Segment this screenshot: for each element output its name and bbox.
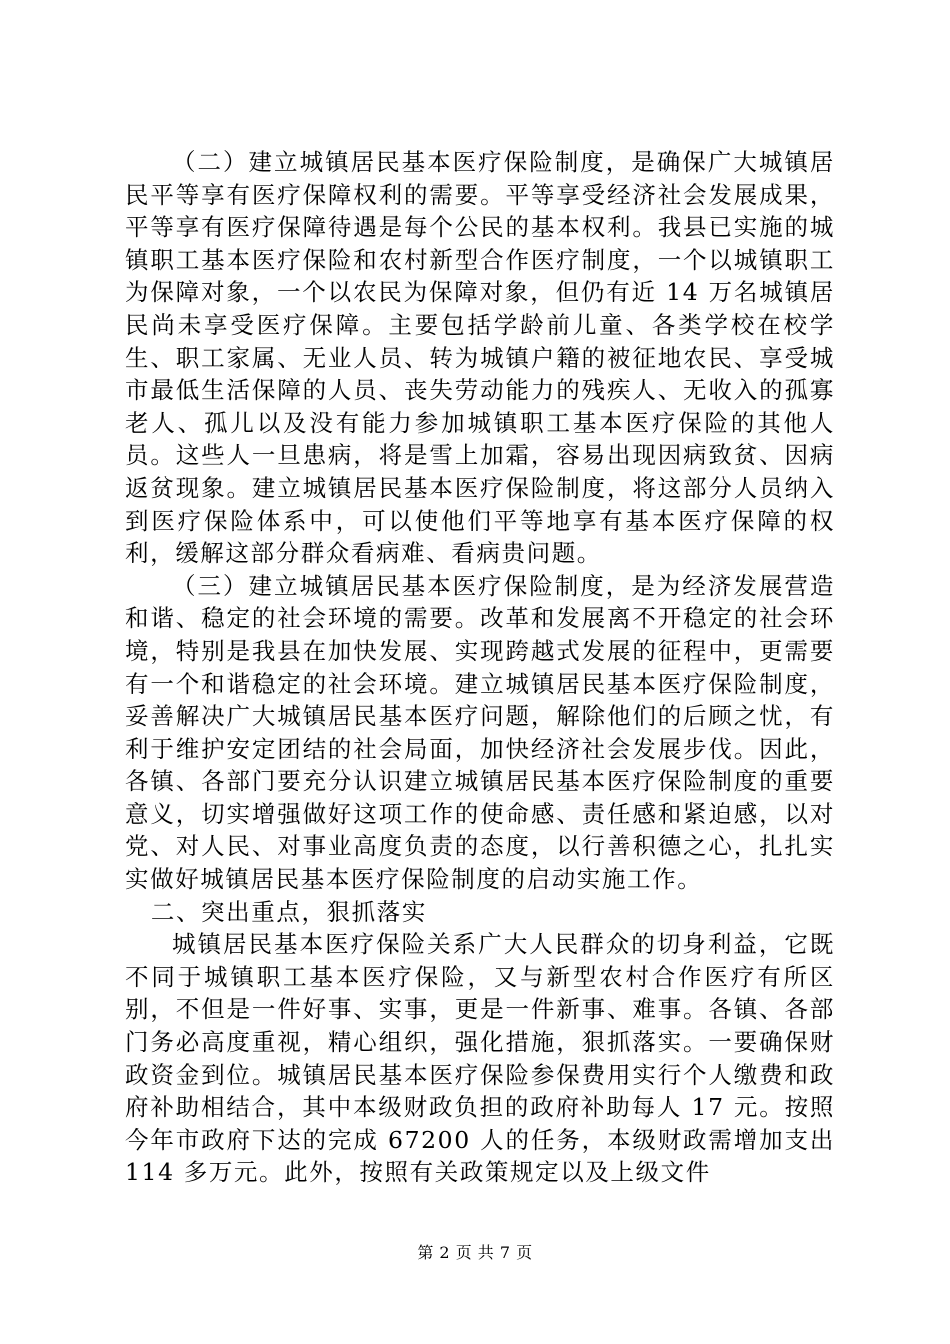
document-body <box>125 146 835 1189</box>
paragraph-three: （三）建立城镇居民基本医疗保险制度，是为经济发展营造和谐、稳定的社会环境的需要。改革和发展离不开稳定的社会环境，特别是我县在加快发展、实现跨越式发展的征程中，更需要有一个和谐稳定的社会环境。建立城镇居民基本医疗保险制度，妥善解决广大城镇居民基本医疗问题，解除他们的后顾之忧，有利于维护安定团结的社会局面，加快经济社会发展步伐。因此，各镇、各部门要充分认识建立城镇居民基本医疗保险制度的重要意义，切实增强做好这项工作的使命感、责任感和紧迫感，以对党、对人民、对事业高度负责的态度，以行善积德之心，扎扎实实做好城镇居民基本医疗保险制度的启动实施工作。 <box>125 571 835 894</box>
section-heading: 二、突出重点，狠抓落实 <box>150 897 427 926</box>
page-footer: 第 2 页 共 7 页 <box>417 1243 533 1262</box>
paragraph-section-two: 城镇居民基本医疗保险关系广大人民群众的切身利益，它既不同于城镇职工基本医疗保险，又与新型农村合作医疗有所区别，不但是一件好事、实事，更是一件新事、难事。各镇、各部门务必高度重视，精心组织，强化措施，狠抓落实。一要确保财政资金到位。城镇居民基本医疗保险参保费用实行个人缴费和政府补助相结合，其中本级财政负担的政府补助每人 17 元。按照今年市政府下达的完成 67200 人的任务，本级财政需增加支出 114 多万元。此外，按照有关政策规定以及上级文件 <box>125 930 835 1187</box>
paragraph-two: （二）建立城镇居民基本医疗保险制度，是确保广大城镇居民平等享有医疗保障权利的需要。平等享受经济社会发展成果，平等享有医疗保障待遇是每个公民的基本权利。我县已实施的城镇职工基本医疗保险和农村新型合作医疗制度，一个以城镇职工为保障对象，一个以农民为保障对象，但仍有近 14 万名城镇居民尚未享受医疗保障。主要包括学龄前儿童、各类学校在校学生、职工家属、无业人员、转为城镇户籍的被征地农民、享受城市最低生活保障的人员、丧失劳动能力的残疾人、无收入的孤寡老人、孤儿以及没有能力参加城镇职工基本医疗保险的其他人员。这些人一旦患病，将是雪上加霜，容易出现因病致贫、因病返贫现象。建立城镇居民基本医疗保险制度，将这部分人员纳入到医疗保险体系中，可以使他们平等地享有基本医疗保障的权利，缓解这部分群众看病难、看病贵问题。 <box>125 148 835 568</box>
